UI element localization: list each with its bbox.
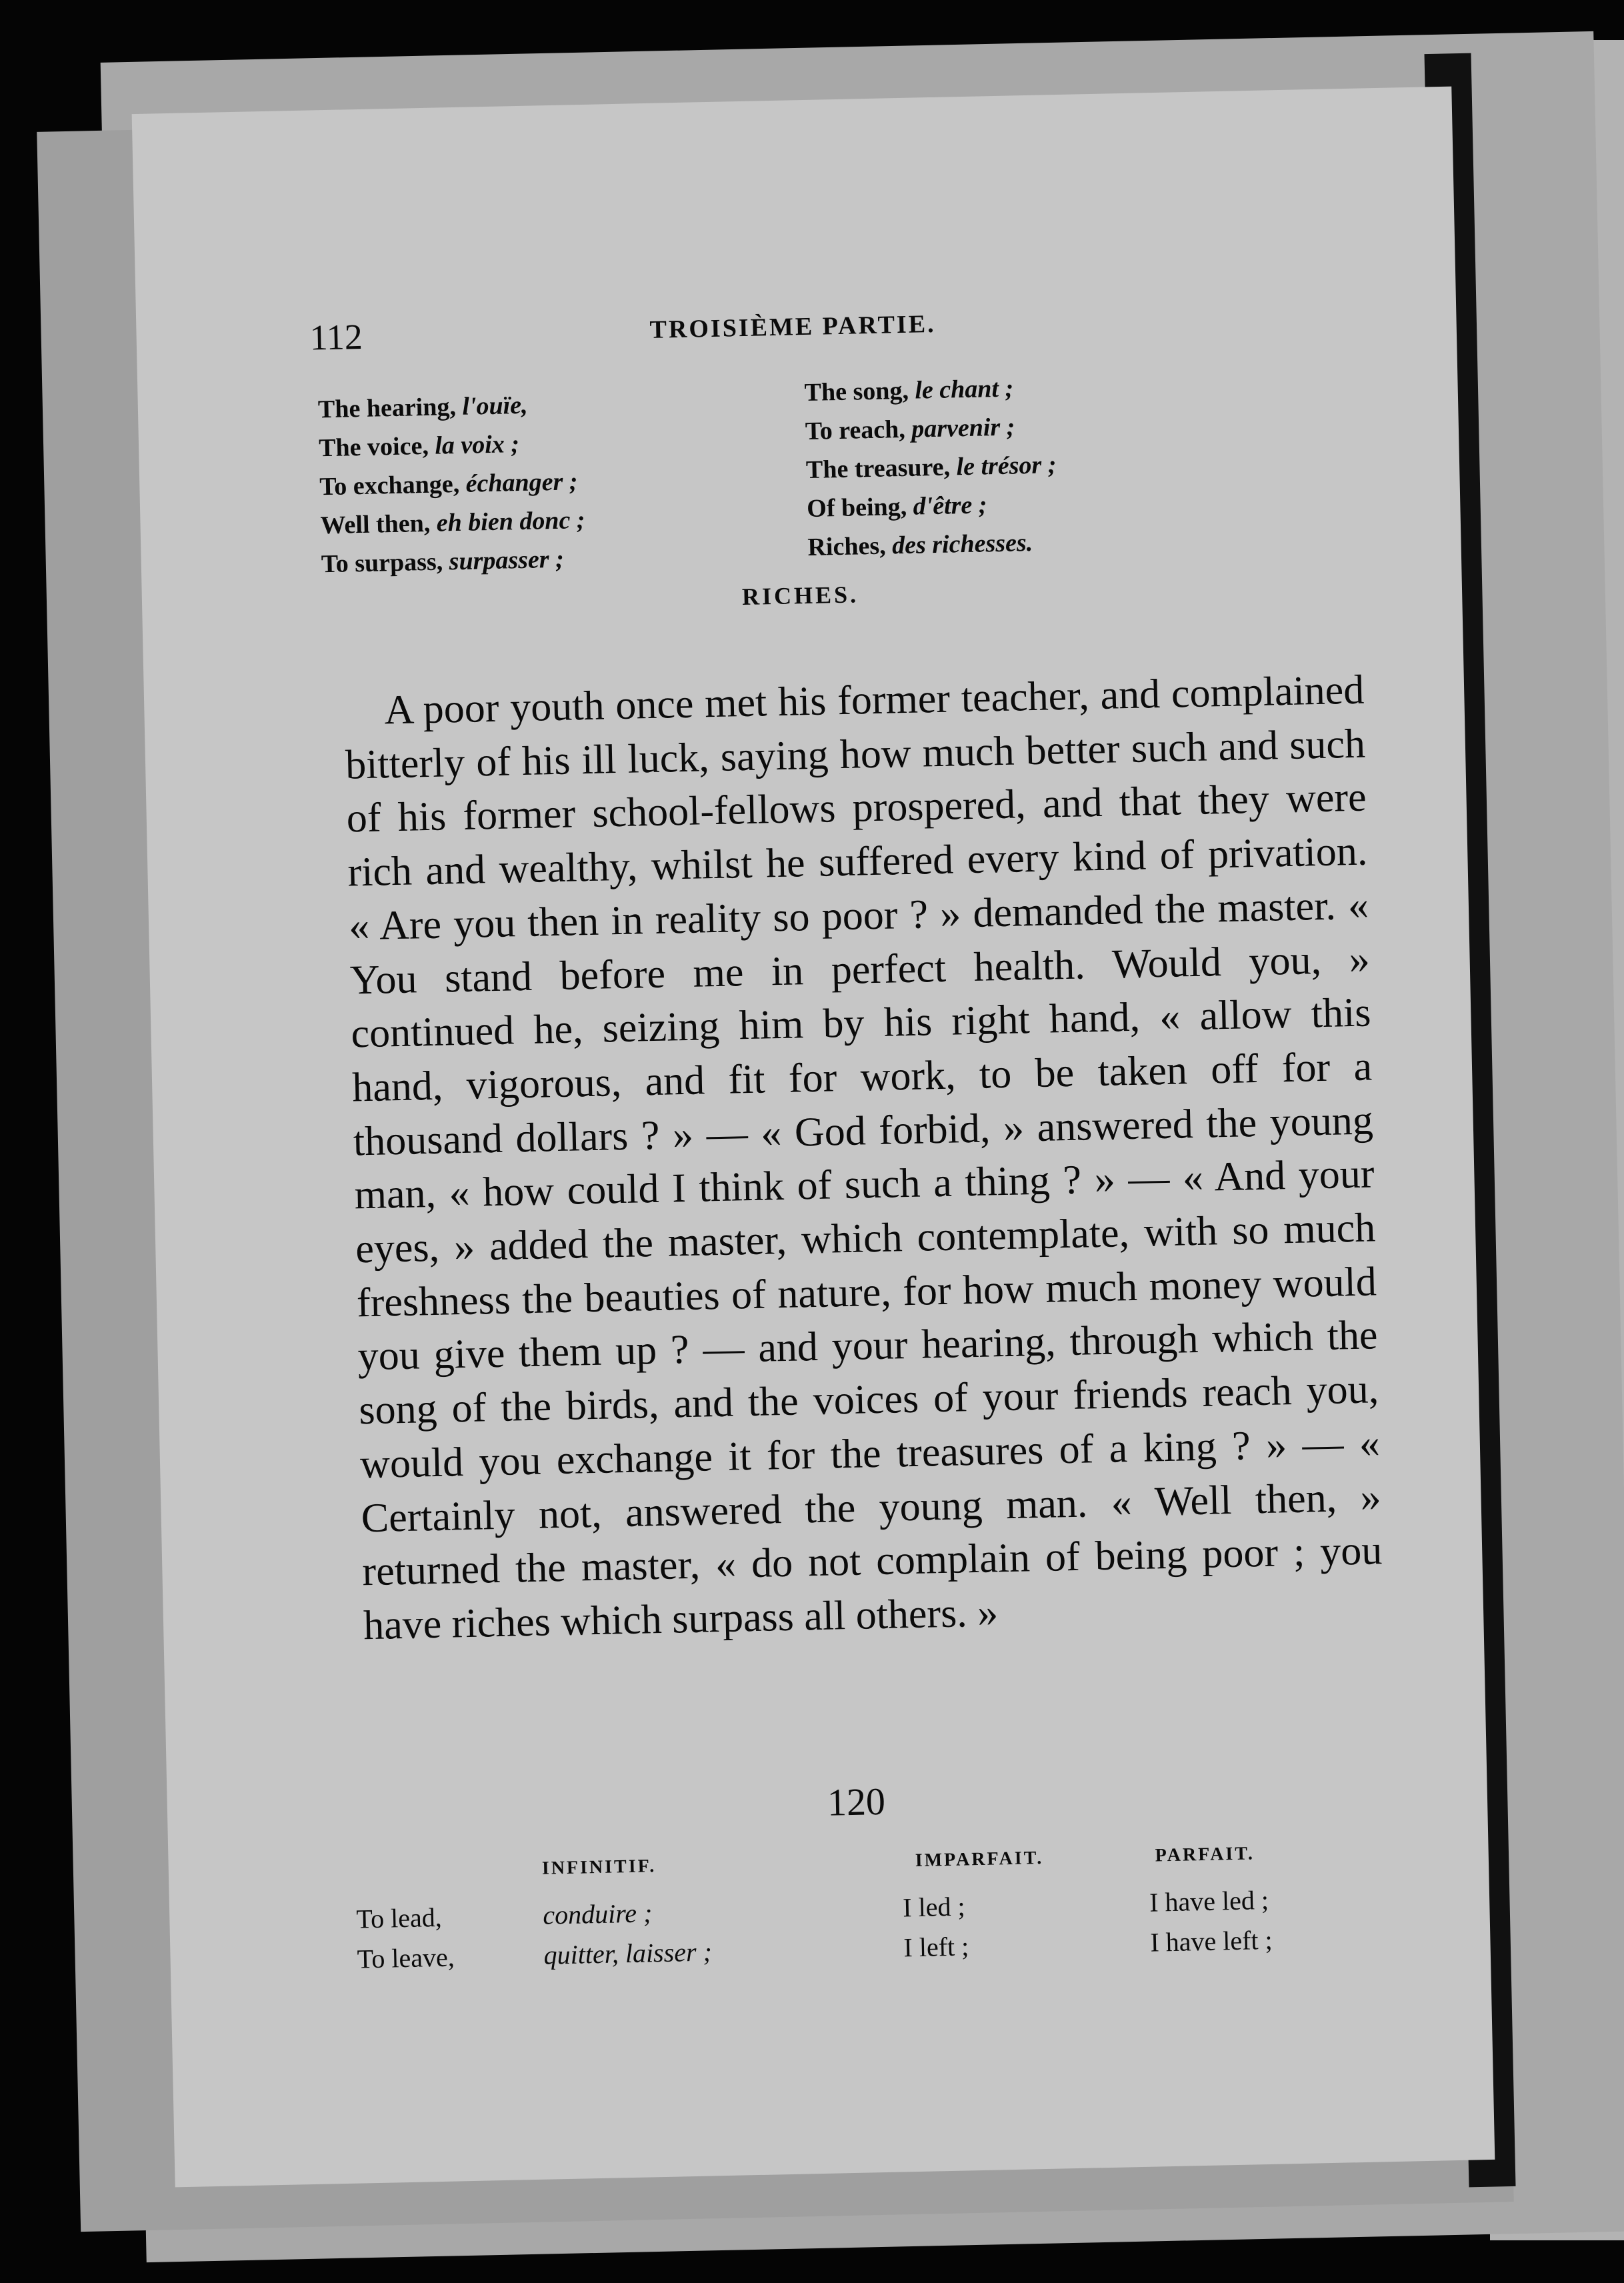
vocab-entry: The treasure, le trésor ; [805,451,1057,485]
story-title: RICHES. [741,581,859,611]
vocab-entry: Of being, d'être ; [806,491,987,523]
book-page [132,87,1495,2188]
vocab-entry: To surpass, surpasser ; [321,545,565,579]
conjugation-parfait: I have led ; [1149,1884,1269,1918]
vocab-entry: The voice, la voix ; [318,430,520,463]
conjugation-imparfait: I left ; [903,1931,969,1963]
vocab-entry: To exchange, échanger ; [319,467,578,501]
vocabulary-right-column [804,368,1058,567]
page-header [309,296,1310,370]
conjugation-infinitif: conduire ; [542,1898,653,1930]
running-head: TROISIÈME PARTIE. [649,309,936,344]
conjugation-imparfait: I led ; [902,1891,966,1923]
conjugation-row: To lead, [355,1902,443,1934]
page-number: 112 [309,316,363,358]
exercise-number: 120 [827,1779,886,1824]
story-body: A poor youth once met his former teacher, and complained bitterly of his ill luck, saying how much better such and such of his former school-fellows prospered, and that they were rich and wealthy, whilst he suffered every kind of privation. « Are you then in reality so poor ? » demanded the master. « You stand before me in perfect health. Would you, » continued he, seizing him by his right hand, « allow this hand, vigorous, and fit for work, to be taken off for a thousand dollars ? » — « God forbid, » answered the young man, « how could I think of such a thing ? » — « And your eyes, » added the master, which contemplate, with so much freshness the beauties of nature, for how much money would you give them up ? — and your hearing, through which the song of the birds, and the voices of your friends reach you, would you exchange it for the treasures of a king ? » — « Certainly not, answered the young man. « Well then, » returned the master, « do not complain of being poor ; you have riches which surpass all others. » [345,667,1383,1649]
vocab-entry: The hearing, l'ouïe, [317,391,528,424]
header-infinitif: INFINITIF. [541,1856,657,1879]
vocab-entry: Riches, des richesses. [807,528,1033,561]
conjugation-infinitif: quitter, laisser ; [543,1936,713,1970]
vocabulary-left-column [317,385,586,583]
vocab-entry: The song, le chant ; [804,374,1014,407]
vocab-entry: Well then, eh bien donc ; [320,505,585,540]
conjugation-row: To leave, [357,1942,455,1974]
header-imparfait: IMPARFAIT. [915,1848,1044,1872]
conjugation-parfait: I have left ; [1149,1924,1273,1958]
header-parfait: PARFAIT. [1155,1843,1255,1866]
vocab-entry: To reach, parvenir ; [805,413,1015,446]
